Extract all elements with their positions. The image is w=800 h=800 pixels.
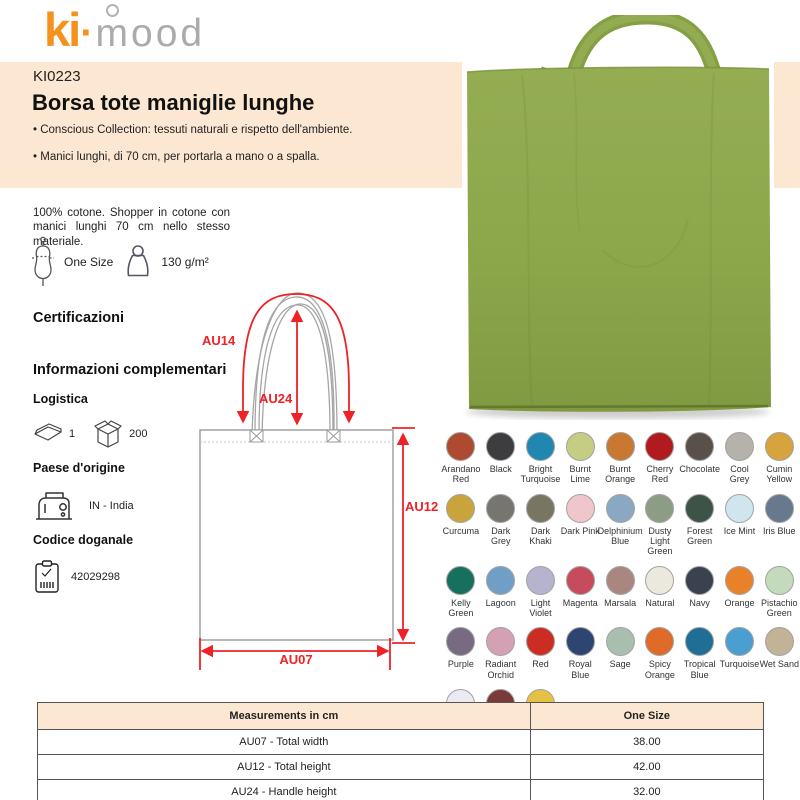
color-swatch-name: Cherry Red — [646, 464, 674, 485]
color-swatch-name: Dark Grey — [490, 525, 511, 547]
color-swatch-name: Navy — [689, 597, 710, 608]
color-swatch-dot[interactable] — [606, 627, 635, 656]
color-swatch-dot[interactable] — [765, 432, 794, 461]
color-swatch[interactable] — [759, 494, 799, 557]
measurement-value-cell: 32.00 — [530, 780, 763, 800]
color-swatch[interactable] — [441, 566, 481, 619]
feature-bullet: • Manici lunghi, di 70 cm, per portarla a mano o a spalla. — [33, 151, 320, 163]
color-swatch-name: Natural — [645, 597, 675, 608]
au24-label: AU24 — [259, 391, 293, 406]
color-swatch-name: Delphinium Blue — [597, 525, 643, 547]
color-swatch[interactable] — [680, 627, 720, 680]
product-photo — [462, 15, 774, 420]
color-swatch-dot[interactable] — [526, 432, 555, 461]
origin-heading: Paese d'origine — [33, 461, 125, 475]
color-swatch[interactable] — [481, 494, 521, 557]
color-swatch[interactable] — [759, 432, 799, 485]
color-swatch-name: Cool Grey — [729, 464, 750, 485]
color-swatch-name: Kelly Green — [448, 597, 474, 619]
logo-mood-text: mood — [95, 12, 206, 55]
color-swatch-name: Turquoise — [719, 659, 760, 670]
color-swatch-dot[interactable] — [486, 627, 515, 656]
color-swatch-dot[interactable] — [645, 566, 674, 595]
color-swatch-dot[interactable] — [446, 566, 475, 595]
color-swatch[interactable] — [521, 627, 561, 680]
color-swatch-dot[interactable] — [685, 566, 714, 595]
carton-box-icon — [93, 420, 123, 448]
color-swatch-name: Orange — [724, 597, 755, 608]
color-swatch-dot[interactable] — [645, 627, 674, 656]
sewing-machine-icon — [33, 487, 75, 525]
color-swatch[interactable] — [600, 432, 640, 485]
certifications-heading: Certificazioni — [33, 310, 125, 326]
color-swatch-dot[interactable] — [765, 494, 794, 523]
color-swatch-dot[interactable] — [685, 432, 714, 461]
color-swatch[interactable] — [481, 432, 521, 485]
color-swatch-dot[interactable] — [725, 432, 754, 461]
color-swatch[interactable] — [640, 432, 680, 485]
color-swatch-dot[interactable] — [566, 627, 595, 656]
color-swatch-dot[interactable] — [725, 494, 754, 523]
color-swatch-dot[interactable] — [725, 627, 754, 656]
product-sku: KI0223 — [33, 68, 81, 85]
logistics-row — [33, 420, 147, 448]
color-swatch[interactable] — [441, 627, 481, 680]
color-swatch-dot[interactable] — [526, 566, 555, 595]
unit-count: 1 — [69, 428, 76, 440]
color-swatch-name: Dark Khaki — [529, 525, 552, 547]
customs-code: 42029298 — [71, 571, 120, 583]
color-swatch-name: Arandano Red — [441, 464, 481, 485]
table-header-cell: Measurements in cm — [38, 703, 531, 730]
additional-info-heading: Informazioni complementari — [33, 362, 227, 378]
color-swatch-dot[interactable] — [765, 566, 794, 595]
measurements-table — [37, 702, 764, 800]
color-swatch[interactable] — [759, 627, 799, 680]
color-swatch-name: Purple — [447, 659, 474, 670]
color-swatch-name: Bright Turquoise — [520, 464, 561, 485]
measurement-name-cell: AU07 - Total width — [38, 730, 531, 755]
color-swatch[interactable] — [720, 627, 760, 680]
clipboard-barcode-icon — [33, 560, 61, 594]
color-swatch-name: Royal Blue — [568, 659, 592, 680]
color-swatch[interactable] — [481, 627, 521, 680]
color-swatch-dot[interactable] — [526, 627, 555, 656]
color-swatch-dot[interactable] — [526, 494, 555, 523]
color-swatch-dot[interactable] — [685, 627, 714, 656]
customs-row — [33, 560, 120, 594]
color-swatch[interactable] — [597, 494, 643, 557]
color-swatch-name: Dusty Light Green — [647, 525, 673, 557]
color-swatch[interactable] — [521, 566, 561, 619]
color-swatch[interactable] — [481, 566, 521, 619]
color-swatch-dot[interactable] — [486, 494, 515, 523]
color-swatch[interactable] — [600, 627, 640, 680]
color-swatch[interactable] — [600, 566, 640, 619]
color-swatch[interactable] — [560, 432, 600, 485]
color-swatch-dot[interactable] — [446, 432, 475, 461]
weight-icon — [123, 243, 153, 281]
kimood-logo — [44, 2, 205, 58]
color-swatch-name: Dark Pink — [560, 525, 600, 536]
table-row — [38, 755, 764, 780]
table-row — [38, 730, 764, 755]
color-swatch-dot[interactable] — [606, 494, 635, 523]
color-swatch-dot[interactable] — [645, 432, 674, 461]
color-swatch[interactable] — [720, 494, 760, 557]
product-title: Borsa tote maniglie lunghe — [32, 90, 315, 115]
color-swatch-dot[interactable] — [566, 494, 595, 523]
size-weight-row — [30, 236, 219, 288]
color-swatch-name: Magenta — [562, 597, 598, 608]
color-swatch-name: Lagoon — [485, 597, 516, 608]
table-header-row — [38, 703, 764, 730]
origin-value: IN - India — [89, 500, 134, 512]
color-swatch[interactable] — [560, 627, 600, 680]
color-swatch[interactable] — [560, 566, 600, 619]
color-swatch-name: Sage — [609, 659, 631, 670]
color-swatch-name: Radiant Orchid — [485, 659, 517, 680]
au14-label: AU14 — [202, 333, 236, 348]
color-swatch-dot[interactable] — [606, 566, 635, 595]
measurement-value-cell: 38.00 — [530, 730, 763, 755]
color-swatch[interactable] — [441, 432, 481, 485]
color-swatch-dot[interactable] — [645, 494, 674, 523]
color-swatch-name: Marsala — [604, 597, 637, 608]
color-swatch[interactable] — [759, 566, 799, 619]
color-swatch[interactable] — [680, 432, 720, 485]
color-swatch-dot[interactable] — [725, 566, 754, 595]
color-swatch-dot[interactable] — [685, 494, 714, 523]
color-swatch-grid — [441, 432, 800, 731]
color-swatch[interactable] — [441, 494, 481, 557]
color-swatch-name: Burnt Orange — [605, 464, 636, 485]
weight-label: 130 g/m² — [161, 255, 209, 269]
color-swatch-dot[interactable] — [606, 432, 635, 461]
color-swatch-name: Forest Green — [686, 525, 713, 547]
product-description: 100% cotone. Shopper in cotone con manici lunghi 70 cm nello stesso materiale. — [33, 206, 230, 249]
color-swatch[interactable] — [521, 494, 561, 557]
color-swatch[interactable] — [521, 432, 561, 485]
color-swatch-name: Ice Mint — [723, 525, 756, 536]
color-swatch-dot[interactable] — [566, 432, 595, 461]
mannequin-icon — [30, 236, 56, 288]
flat-box-icon — [33, 421, 63, 447]
color-swatch-dot[interactable] — [765, 627, 794, 656]
tote-bag-image — [462, 15, 774, 420]
color-swatch-name: Burnt Lime — [569, 464, 592, 485]
color-swatch-name: Wet Sand — [759, 659, 799, 670]
measurement-diagram — [185, 285, 457, 685]
au07-label: AU07 — [279, 652, 313, 667]
color-swatch[interactable] — [640, 627, 680, 680]
size-label: One Size — [64, 255, 114, 269]
measurement-name-cell: AU12 - Total height — [38, 755, 531, 780]
logo-ring-icon — [106, 4, 119, 17]
color-swatch-dot[interactable] — [446, 627, 475, 656]
feature-bullet: • Conscious Collection: tessuti naturali e rispetto dell'ambiente. — [33, 124, 352, 136]
customs-heading: Codice doganale — [33, 533, 134, 547]
au12-label: AU12 — [405, 499, 439, 514]
logistics-heading: Logistica — [33, 392, 88, 406]
color-swatch[interactable] — [640, 566, 680, 619]
color-swatch-name: Red — [532, 659, 549, 670]
measurement-name-cell: AU24 - Handle height — [38, 780, 531, 800]
color-swatch-dot[interactable] — [486, 432, 515, 461]
color-swatch[interactable] — [720, 432, 760, 485]
color-swatch[interactable] — [560, 494, 600, 557]
color-swatch-name: Pistachio Green — [761, 597, 798, 619]
table-row — [38, 780, 764, 800]
color-swatch-name: Tropical Blue — [683, 659, 716, 680]
color-swatch-name: Light Violet — [529, 597, 552, 619]
color-swatch-name: Cumin Yellow — [766, 464, 793, 485]
table-header-cell: One Size — [530, 703, 763, 730]
color-swatch-name: Spicy Orange — [644, 659, 675, 680]
logo-ki-text: ki — [44, 3, 80, 56]
color-swatch-dot[interactable] — [446, 494, 475, 523]
color-swatch[interactable] — [720, 566, 760, 619]
color-swatch[interactable] — [640, 494, 680, 557]
color-swatch-dot[interactable] — [566, 566, 595, 595]
color-swatch[interactable] — [680, 494, 720, 557]
color-swatch-name: Curcuma — [442, 525, 480, 536]
color-swatch-dot[interactable] — [486, 566, 515, 595]
color-swatch-name: Iris Blue — [763, 525, 796, 536]
origin-row — [33, 487, 134, 525]
carton-count: 200 — [129, 428, 148, 440]
color-swatch-name: Chocolate — [679, 464, 720, 474]
logo-dot: · — [80, 11, 94, 55]
color-swatch[interactable] — [680, 566, 720, 619]
color-swatch-name: Black — [489, 464, 512, 474]
measurement-value-cell: 42.00 — [530, 755, 763, 780]
